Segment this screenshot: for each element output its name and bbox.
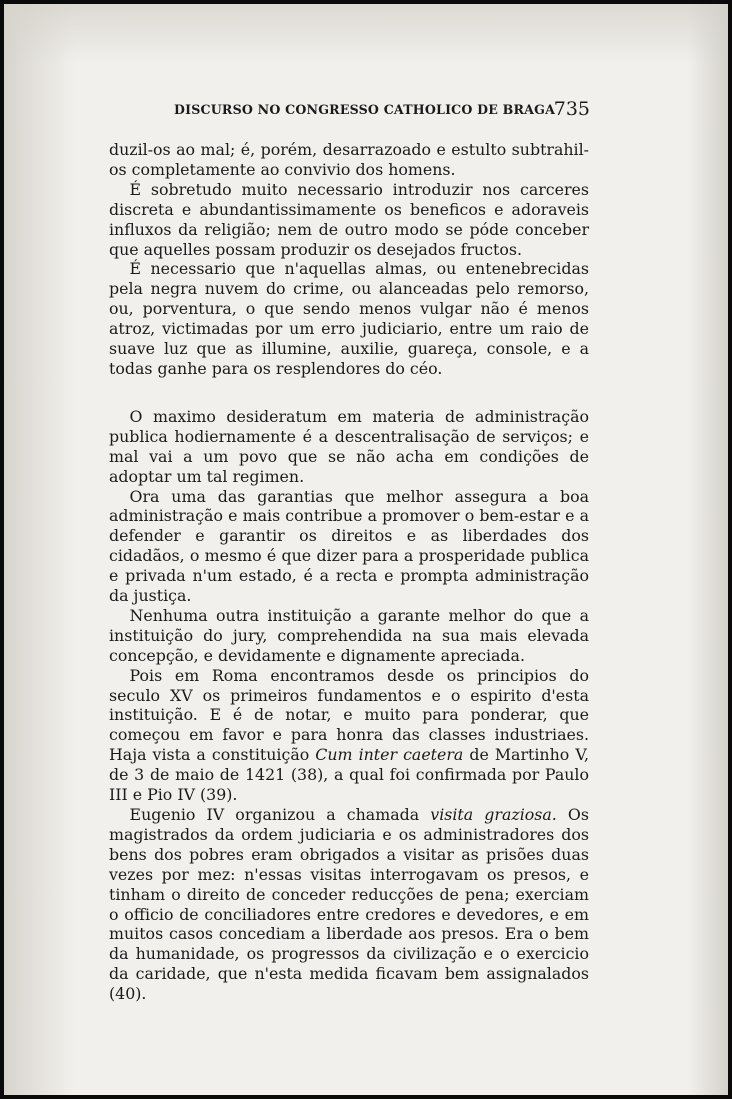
- paragraph-section-start: O maximo desideratum em materia de administração publica hodiernamente é a descentralisação de serviços; e mal vai a um povo que se não acha em condições de adoptar um tal regimen.: [109, 406, 589, 486]
- paragraph: [109, 805, 589, 1004]
- page-shadow-left: [4, 4, 74, 1095]
- paragraph: [109, 666, 589, 805]
- paragraph: É necessario que n'aquellas almas, ou entenebrecidas pela negra nuvem do crime, ou alanceadas pelo remorso, ou, porventura, o que sendo menos vulgar não é menos atroz, victimadas por um erro judiciario, entre um raio de suave luz que as illumine, auxilie, guareça, console, e a todas ganhe para os resplendores do céo.: [109, 259, 589, 378]
- page-shadow-top: [4, 4, 728, 64]
- paragraph-text: Pois em Roma encontramos desde os principios do seculo XV os primeiros fundamentos e o espirito d'esta instituição. E é de notar, e muito para ponderar, que começou em favor e para honra das classes industriaes. Haja vista a constituição: [109, 665, 589, 765]
- paragraph: Nenhuma outra instituição a garante melhor do que a instituição do jury, comprehendida na sua mais elevada concepção, e devidamente e dignamente apreciada.: [109, 605, 589, 665]
- page-shadow-right: [688, 4, 728, 1095]
- italian-term: visita graziosa.: [430, 805, 557, 824]
- paragraph-text: Os magistrados da ordem judiciaria e os administradores dos bens dos pobres eram obrigados a visitar as prisões duas vezes por mez: n'essas visitas interrogavam os presos, e tinham o direito de conceder reducções de pena; exerciam o officio de conciliadores entre credores e devedores, e em muitos casos concediam a liberdade aos presos. Era o bem da humanidade, os progressos da civilização e o exercicio da caridade, que n'esta medida ficavam bem assignalados (40).: [109, 805, 589, 1004]
- paragraph-text: de Martinho V, de 3 de maio de 1421 (38), a qual foi confirmada por Paulo III e Pio IV (39).: [109, 745, 589, 805]
- body-text: [109, 140, 589, 1004]
- latin-title: Cum inter caetera: [315, 745, 464, 765]
- paragraph: Ora uma das garantias que melhor assegura a boa administração e mais contribue a promover o bem-estar e a defender e garantir os direitos e as liberdades dos cidadãos, o mesmo é que dizer para a prosperidade publica e privada n'um estado, é a recta e prompta administração da justiça.: [109, 486, 589, 606]
- paragraph-text: Eugenio IV organizou a chamada: [129, 805, 431, 824]
- page-number: 735: [553, 98, 590, 120]
- running-head: [174, 98, 590, 122]
- paragraph: É sobretudo muito necessario introduzir nos carceres discreta e abundantissimamente os beneficos e adoraveis influxos da religião; nem de outro modo se póde conceber que aquelles possam produzir os desejados fructos.: [109, 179, 589, 259]
- running-title: DISCURSO NO CONGRESSO CATHOLICO DE BRAGA: [174, 102, 556, 117]
- paragraph-continued: duzil-os ao mal; é, porém, desarrazoado e estulto subtrahil-os completamente ao convivio dos homens.: [109, 140, 589, 179]
